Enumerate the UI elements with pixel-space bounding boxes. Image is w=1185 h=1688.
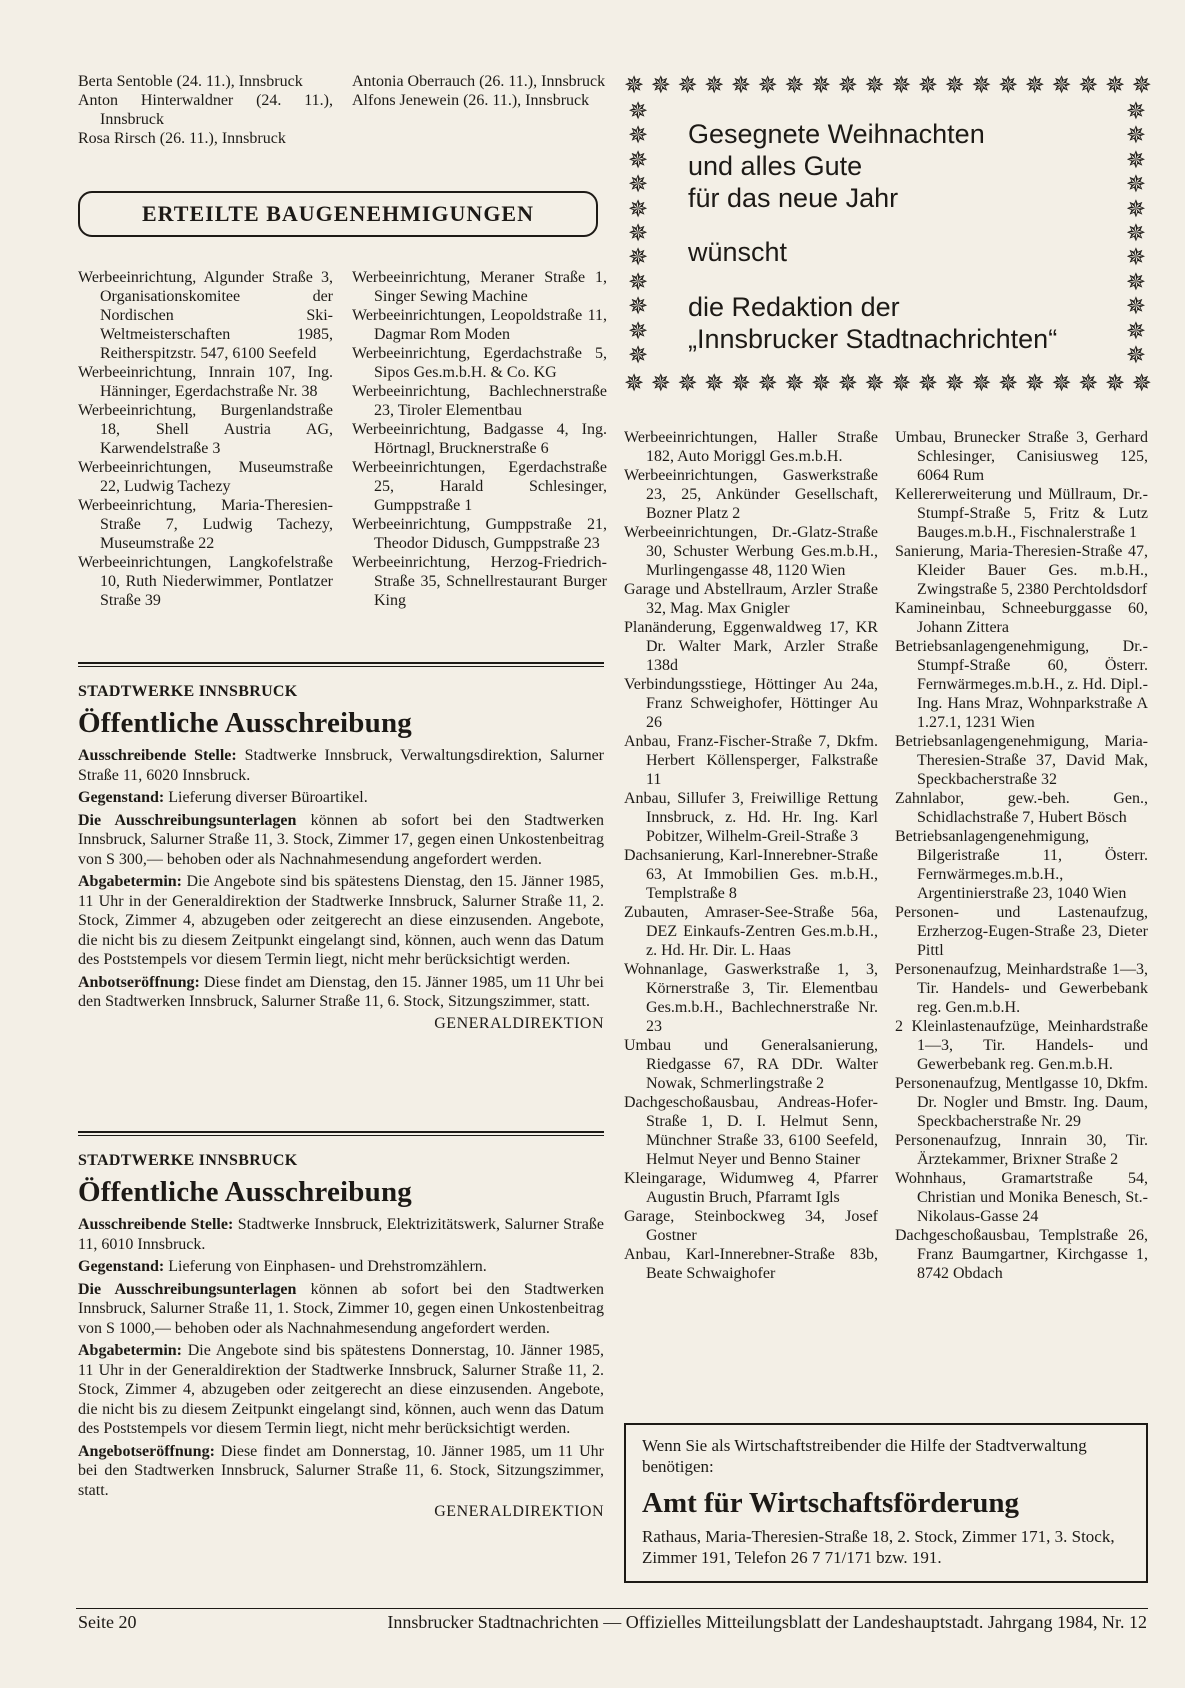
star-icon: ✵ bbox=[864, 73, 885, 99]
wirtschaftsfoerderung-box bbox=[624, 1423, 1148, 1583]
permit-entry: Dachgeschoßausbau, Andreas-Hofer-Straße 1, D. I. Helmut Senn, Münchner Straße 33, 6100 Seefeld, Helmut Neyer und Benno Stainer bbox=[624, 1094, 878, 1168]
star-icon: ✵ bbox=[1125, 147, 1146, 174]
permit-entry: Garage, Steinbockweg 34, Josef Gostner bbox=[624, 1208, 878, 1244]
permit-entry: Dachsanierung, Karl-Innerebner-Straße 63, At Immobilien Ges. m.b.H., Templstraße 8 bbox=[624, 847, 878, 902]
star-icon: ✵ bbox=[891, 371, 912, 397]
star-icon: ✵ bbox=[1125, 220, 1146, 247]
tender-2 bbox=[78, 1131, 604, 1521]
star-icon: ✵ bbox=[624, 73, 645, 99]
tender-paragraph-label: Gegenstand: bbox=[78, 789, 165, 806]
star-icon: ✵ bbox=[944, 73, 965, 99]
permit-entry: Zubauten, Amraser-See-Straße 56a, DEZ Einkaufs-Zentren Ges.m.b.H., z. Hd. Hr. Dir. L. Haas bbox=[624, 904, 878, 959]
permit-entry: Werbeeinrichtung, Bachlechnerstraße 23, Tiroler Elementbau bbox=[352, 383, 607, 419]
tender-paragraph bbox=[78, 1215, 604, 1254]
tender-paragraph-label: Die Ausschreibungsunterlagen bbox=[78, 1280, 297, 1298]
star-icon: ✵ bbox=[971, 371, 992, 397]
deaths-column-left bbox=[78, 72, 333, 148]
star-icon: ✵ bbox=[1078, 73, 1099, 99]
tender-paragraph bbox=[78, 811, 604, 870]
star-icon: ✵ bbox=[837, 73, 858, 99]
star-icon: ✵ bbox=[628, 220, 649, 247]
permit-entry: Umbau und Generalsanierung, Riedgasse 67, RA DDr. Walter Nowak, Schmerlingstraße 2 bbox=[624, 1037, 878, 1092]
permit-entry: Werbeeinrichtung, Badgasse 4, Ing. Hörtnagl, Brucknerstraße 6 bbox=[352, 421, 607, 457]
tender-paragraph-label: Abgabetermin: bbox=[78, 1342, 182, 1359]
tender-paragraph bbox=[78, 1341, 604, 1439]
permit-entry: Werbeeinrichtungen, Gaswerkstraße 23, 25, Ankünder Gesellschaft, Bozner Platz 2 bbox=[624, 467, 878, 522]
greeting-line-4: wünscht bbox=[688, 237, 788, 267]
tender-title: Öffentliche Ausschreibung bbox=[78, 707, 412, 739]
deaths-column-right bbox=[352, 72, 607, 110]
death-notice: Antonia Oberrauch (26. 11.), Innsbruck bbox=[352, 73, 606, 90]
tender-paragraph-label: Abgabetermin: bbox=[78, 873, 182, 890]
permit-entry: Werbeeinrichtung, Meraner Straße 1, Singer Sewing Machine bbox=[352, 269, 607, 305]
star-icon: ✵ bbox=[1125, 269, 1146, 296]
permits-column-2 bbox=[352, 268, 607, 610]
tender-paragraph bbox=[78, 1280, 604, 1339]
section-heading-baugenehmigungen bbox=[78, 191, 598, 237]
star-icon: ✵ bbox=[784, 73, 805, 99]
tender-paragraph bbox=[78, 973, 604, 1012]
star-icon: ✵ bbox=[628, 318, 649, 345]
star-icon: ✵ bbox=[1104, 371, 1126, 397]
permit-entry: Betriebsanlagengenehmigung, Maria-Theresien-Straße 37, David Mak, Speckbacherstraße 32 bbox=[895, 733, 1148, 788]
tender-org: STADTWERKE INNSBRUCK bbox=[78, 683, 298, 700]
permits-column-1 bbox=[78, 268, 333, 610]
star-icon: ✵ bbox=[628, 294, 649, 321]
tender-paragraph-text: Die Angebote sind bis spätestens Donnerstag, 10. Jänner 1985, 11 Uhr in der Generaldirektion der Stadtwerke Innsbruck, Salurner Straße 11, 2. Stock, Zimmer 4, abzugeben oder zeitgerecht an diese einzusenden. Angebote, die nicht bis zu diesem Zeitpunkt eingelangt sind, können, auch wenn das Datum des Poststempels vor diesem Termin liegt, nicht mehr berücksichtigt werden. bbox=[78, 1342, 604, 1437]
tender-1 bbox=[78, 662, 604, 1033]
greeting-line-1: Gesegnete Weihnachten bbox=[688, 119, 985, 149]
tender-signature: GENERALDIREKTION bbox=[434, 1014, 604, 1032]
star-icon: ✵ bbox=[628, 99, 649, 125]
permit-entry: Werbeeinrichtungen, Dr.-Glatz-Straße 30, Schuster Werbung Ges.m.b.H., Murlingengasse 48, 1120 Wien bbox=[624, 524, 878, 579]
page-number: Seite 20 bbox=[78, 1612, 137, 1632]
star-icon: ✵ bbox=[704, 73, 725, 99]
tender-title: Öffentliche Ausschreibung bbox=[78, 1176, 412, 1208]
footer-rule bbox=[76, 1608, 1148, 1609]
star-icon: ✵ bbox=[1051, 371, 1072, 397]
permit-entry: Planänderung, Eggenwaldweg 17, KR Dr. Walter Mark, Arzler Straße 138d bbox=[624, 619, 878, 674]
tender-paragraph bbox=[78, 872, 604, 970]
tender-paragraph bbox=[78, 1257, 604, 1277]
permit-entry: Betriebsanlagengenehmigung, Dr.-Stumpf-Straße 60, Österr. Fernwärmeges.m.b.H., z. Hd. Dipl.-Ing. Hans Mraz, Wohnparkstraße A 1.27.1, 1231 Wien bbox=[895, 638, 1148, 731]
tender-paragraph-text: Stadtwerke Innsbruck, Verwaltungsdirektion, Salurner Straße 11, 6020 Innsbruck. bbox=[78, 747, 605, 784]
divider bbox=[78, 662, 604, 667]
star-icon: ✵ bbox=[1051, 73, 1072, 99]
permit-entry: Garage und Abstellraum, Arzler Straße 32, Mag. Max Gnigler bbox=[624, 581, 878, 617]
star-icon: ✵ bbox=[1024, 371, 1045, 397]
star-icon: ✵ bbox=[917, 73, 939, 99]
permit-entry: Betriebsanlagengenehmigung, Bilgeristraße 11, Österr. Fernwärmeges.m.b.H., Argentinierstraße 23, 1040 Wien bbox=[895, 828, 1148, 902]
star-icon: ✵ bbox=[998, 73, 1019, 99]
permit-entry: Dachgeschoßausbau, Templstraße 26, Franz Baumgartner, Kirchgasse 1, 8742 Obdach bbox=[895, 1227, 1148, 1282]
permit-entry: Sanierung, Maria-Theresien-Straße 47, Kleider Bauer Ges. m.b.H., Zwingstraße 5, 2380 Perchtoldsdorf bbox=[895, 543, 1148, 598]
star-icon: ✵ bbox=[1104, 73, 1126, 99]
wf-title: Amt für Wirtschaftsförderung bbox=[642, 1487, 1019, 1519]
divider bbox=[78, 1131, 604, 1136]
death-notice: Berta Sentoble (24. 11.), Innsbruck bbox=[78, 73, 303, 90]
star-icon: ✵ bbox=[998, 371, 1019, 397]
star-icon: ✵ bbox=[1125, 196, 1146, 223]
star-icon: ✵ bbox=[677, 73, 698, 99]
star-icon: ✵ bbox=[628, 147, 649, 174]
star-icon: ✵ bbox=[628, 196, 649, 223]
tender-paragraph bbox=[78, 1442, 604, 1501]
permit-entry: Werbeeinrichtung, Burgenlandstraße 18, Shell Austria AG, Karwendelstraße 3 bbox=[78, 402, 333, 457]
permit-entry: Anbau, Karl-Innerebner-Straße 83b, Beate Schwaighofer bbox=[624, 1246, 878, 1282]
greeting-line-6: „Innsbrucker Stadtnachrichten“ bbox=[688, 324, 1058, 354]
star-icon: ✵ bbox=[1125, 123, 1146, 150]
permit-entry: Werbeeinrichtungen, Museumstraße 22, Ludwig Tachezy bbox=[78, 459, 333, 495]
tender-paragraph-text: Diese findet am Dienstag, den 15. Jänner 1985, um 11 Uhr bei den Stadtwerken Innsbruck, Salurner Straße 11, 6. Stock, Sitzungszimmer, statt. bbox=[78, 973, 604, 1010]
wf-address: Rathaus, Maria-Theresien-Straße 18, 2. Stock, Zimmer 171, 3. Stock, Zimmer 191, Telefon 26 7 71/171 bzw. 191. bbox=[642, 1527, 1115, 1567]
death-notice: Rosa Rirsch (26. 11.), Innsbruck bbox=[78, 130, 286, 147]
tender-paragraph-text: Lieferung von Einphasen- und Drehstromzählern. bbox=[164, 1258, 487, 1275]
permit-entry: Wohnanlage, Gaswerkstraße 1, 3, Körnerstraße 3, Tir. Elementbau Ges.m.b.H., Bachlechnerstraße Nr. 23 bbox=[624, 961, 878, 1035]
star-icon: ✵ bbox=[811, 371, 832, 397]
star-icon: ✵ bbox=[650, 73, 671, 99]
section-heading-text: ERTEILTE BAUGENEHMIGUNGEN bbox=[142, 201, 534, 226]
star-icon: ✵ bbox=[628, 342, 649, 369]
christmas-greeting-box bbox=[624, 72, 1152, 398]
star-icon: ✵ bbox=[1125, 99, 1146, 125]
permit-entry: Kleingarage, Widumweg 4, Pfarrer Augustin Bruch, Pfarramt Igls bbox=[624, 1170, 878, 1206]
star-icon: ✵ bbox=[1125, 342, 1146, 369]
tender-signature: GENERALDIREKTION bbox=[434, 1503, 604, 1520]
permit-entry: Personenaufzug, Meinhardstraße 1—3, Tir. Handels- und Gewerbebank reg. Gen.m.b.H. bbox=[895, 961, 1148, 1016]
star-icon: ✵ bbox=[837, 371, 858, 397]
star-icon: ✵ bbox=[628, 245, 649, 272]
star-icon: ✵ bbox=[811, 73, 832, 99]
tender-paragraph-text: Lieferung diverser Büroartikel. bbox=[164, 789, 368, 806]
star-icon: ✵ bbox=[650, 371, 671, 397]
tender-paragraph-text: Diese findet am Donnerstag, 10. Jänner 1985, um 11 Uhr bei den Stadtwerken Innsbruck, Salurner Straße 11, 6. Stock, Sitzungszimmer, statt. bbox=[78, 1442, 604, 1499]
permit-entry: Anbau, Sillufer 3, Freiwillige Rettung Innsbruck, z. Hd. Hr. Ing. Karl Pobitzer, Wilhelm-Greil-Straße 3 bbox=[624, 790, 878, 845]
tender-paragraph-label: Ausschreibende Stelle: bbox=[78, 747, 237, 764]
star-icon: ✵ bbox=[1131, 371, 1152, 397]
permit-entry: Zahnlabor, gew.-beh. Gen., Schidlachstraße 7, Hubert Bösch bbox=[895, 790, 1148, 826]
greeting-line-5: die Redaktion der bbox=[688, 292, 900, 322]
greeting-line-2: und alles Gute bbox=[688, 151, 863, 181]
permit-entry: Werbeeinrichtungen, Leopoldstraße 11, Dagmar Rom Moden bbox=[352, 307, 607, 343]
greeting-line-3: für das neue Jahr bbox=[688, 183, 899, 213]
star-icon: ✵ bbox=[784, 371, 805, 397]
star-icon: ✵ bbox=[730, 371, 751, 397]
tender-paragraph-label: Die Ausschreibungsunterlagen bbox=[78, 811, 297, 829]
tender-paragraph-text: können ab sofort bei den Stadtwerken Innsbruck, Salurner Straße 11, 1. Stock, Zimmer 10, gegen einen Unkostenbeitrag von S 1000,— behoben oder als Nachnahmesendung angefordert werden. bbox=[78, 1280, 604, 1337]
star-icon: ✵ bbox=[1024, 73, 1045, 99]
star-icon: ✵ bbox=[971, 73, 992, 99]
permit-entry: Werbeeinrichtung, Gumppstraße 21, Theodor Didusch, Gumppstraße 23 bbox=[352, 516, 607, 552]
star-icon: ✵ bbox=[917, 371, 939, 397]
permit-entry: Werbeeinrichtungen, Langkofelstraße 10, Ruth Niederwimmer, Pontlatzer Straße 39 bbox=[78, 554, 333, 609]
star-border-right bbox=[1126, 100, 1146, 368]
permit-entry: Personenaufzug, Mentlgasse 10, Dkfm. Dr. Nogler und Bmstr. Ing. Daum, Speckbacherstraße Nr. 29 bbox=[895, 1075, 1148, 1130]
star-icon: ✵ bbox=[628, 172, 649, 199]
star-icon: ✵ bbox=[757, 371, 778, 397]
tender-org: STADTWERKE INNSBRUCK bbox=[78, 1152, 298, 1169]
permit-entry: Werbeeinrichtung, Herzog-Friedrich-Straße 35, Schnellrestaurant Burger King bbox=[352, 554, 607, 609]
tender-paragraph-text: können ab sofort bei den Stadtwerken Innsbruck, Salurner Straße 11, 3. Stock, Zimmer 17, gegen einen Unkostenbeitrag von S 300,— behoben oder als Nachnahmesendung angefordert werden. bbox=[78, 811, 604, 868]
permit-entry: Kamineinbau, Schneeburggasse 60, Johann Zittera bbox=[895, 600, 1148, 636]
publication-line: Innsbrucker Stadtnachrichten — Offizielles Mitteilungsblatt der Landeshauptstadt. Jahrgang 1984, Nr. 12 bbox=[387, 1612, 1147, 1632]
star-icon: ✵ bbox=[704, 371, 725, 397]
permit-entry: Werbeeinrichtung, Maria-Theresien-Straße 7, Ludwig Tachezy, Museumstraße 22 bbox=[78, 497, 333, 552]
star-border-bottom bbox=[624, 370, 1152, 398]
tender-paragraph bbox=[78, 746, 604, 785]
tender-paragraph-text: Die Angebote sind bis spätestens Dienstag, den 15. Jänner 1985, 11 Uhr in der Generaldirektion der Stadtwerke Innsbruck, Salurner Straße 11, 2. Stock, Zimmer 4, abzugeben oder zeitgerecht an diese einzusenden. Angebote, die nicht bis zu diesem Zeitpunkt eingelangt sind, können, auch wenn das Datum des Poststempels vor diesem Termin liegt, nicht mehr berücksichtigt werden. bbox=[78, 873, 604, 968]
star-icon: ✵ bbox=[1078, 371, 1099, 397]
permit-entry: Werbeeinrichtungen, Haller Straße 182, Auto Moriggl Ges.m.b.H. bbox=[624, 429, 878, 465]
permits-column-4 bbox=[895, 428, 1148, 1283]
star-icon: ✵ bbox=[1125, 318, 1146, 345]
permit-entry: 2 Kleinlastenaufzüge, Meinhardstraße 1—3, Tir. Handels- und Gewerbebank reg. Gen.m.b.H. bbox=[895, 1018, 1148, 1073]
star-icon: ✵ bbox=[1131, 73, 1152, 99]
star-icon: ✵ bbox=[624, 371, 645, 397]
star-icon: ✵ bbox=[1125, 245, 1146, 272]
death-notice: Anton Hinterwaldner (24. 11.), Innsbruck bbox=[78, 92, 333, 128]
star-icon: ✵ bbox=[628, 123, 649, 150]
tender-paragraph-label: Ausschreibende Stelle: bbox=[78, 1216, 234, 1233]
permit-entry: Werbeeinrichtung, Algunder Straße 3, Organisationskomitee der Nordischen Ski-Weltmeisterschaften 1985, Reitherspitzstr. 547, 6100 Seefeld bbox=[78, 269, 333, 362]
permit-entry: Umbau, Brunecker Straße 3, Gerhard Schlesinger, Canisiusweg 125, 6064 Rum bbox=[895, 429, 1148, 484]
tender-paragraph-label: Anbotseröffnung: bbox=[78, 973, 200, 991]
permit-entry: Kellererweiterung und Müllraum, Dr.-Stumpf-Straße 5, Fritz & Lutz Bauges.m.b.H., Fischnalerstraße 1 bbox=[895, 486, 1148, 541]
permit-entry: Anbau, Franz-Fischer-Straße 7, Dkfm. Herbert Köllensperger, Falkstraße 11 bbox=[624, 733, 878, 788]
tender-paragraph-label: Gegenstand: bbox=[78, 1258, 165, 1275]
star-border-top bbox=[624, 72, 1152, 100]
star-icon: ✵ bbox=[1125, 294, 1146, 321]
tender-paragraph-label: Angebotseröffnung: bbox=[78, 1442, 215, 1460]
permit-entry: Verbindungsstiege, Höttinger Au 24a, Franz Schweighofer, Höttinger Au 26 bbox=[624, 676, 878, 731]
permit-entry: Werbeeinrichtungen, Egerdachstraße 25, Harald Schlesinger, Gumppstraße 1 bbox=[352, 459, 607, 514]
permit-entry: Personen- und Lastenaufzug, Erzherzog-Eugen-Straße 23, Dieter Pittl bbox=[895, 904, 1148, 959]
star-icon: ✵ bbox=[757, 73, 778, 99]
star-icon: ✵ bbox=[864, 371, 885, 397]
tender-paragraph bbox=[78, 788, 604, 808]
permits-column-3 bbox=[624, 428, 878, 1283]
star-icon: ✵ bbox=[1125, 172, 1146, 199]
star-border-left bbox=[628, 100, 648, 368]
star-icon: ✵ bbox=[891, 73, 912, 99]
death-notice: Alfons Jenewein (26. 11.), Innsbruck bbox=[352, 92, 590, 109]
star-icon: ✵ bbox=[944, 371, 965, 397]
star-icon: ✵ bbox=[730, 73, 751, 99]
permit-entry: Personenaufzug, Innrain 30, Tir. Ärztekammer, Brixner Straße 2 bbox=[895, 1132, 1148, 1168]
wf-intro: Wenn Sie als Wirtschaftstreibender die Hilfe der Stadtverwaltung benötigen: bbox=[642, 1436, 1087, 1476]
star-icon: ✵ bbox=[677, 371, 698, 397]
permit-entry: Werbeeinrichtung, Egerdachstraße 5, Sipos Ges.m.b.H. & Co. KG bbox=[352, 345, 607, 381]
permit-entry: Wohnhaus, Gramartstraße 54, Christian und Monika Benesch, St.-Nikolaus-Gasse 24 bbox=[895, 1170, 1148, 1225]
tender-paragraph-text: Stadtwerke Innsbruck, Elektrizitätswerk, Salurner Straße 11, 6010 Innsbruck. bbox=[78, 1216, 605, 1253]
permit-entry: Werbeeinrichtung, Innrain 107, Ing. Hänninger, Egerdachstraße Nr. 38 bbox=[78, 364, 333, 400]
star-icon: ✵ bbox=[628, 269, 649, 296]
